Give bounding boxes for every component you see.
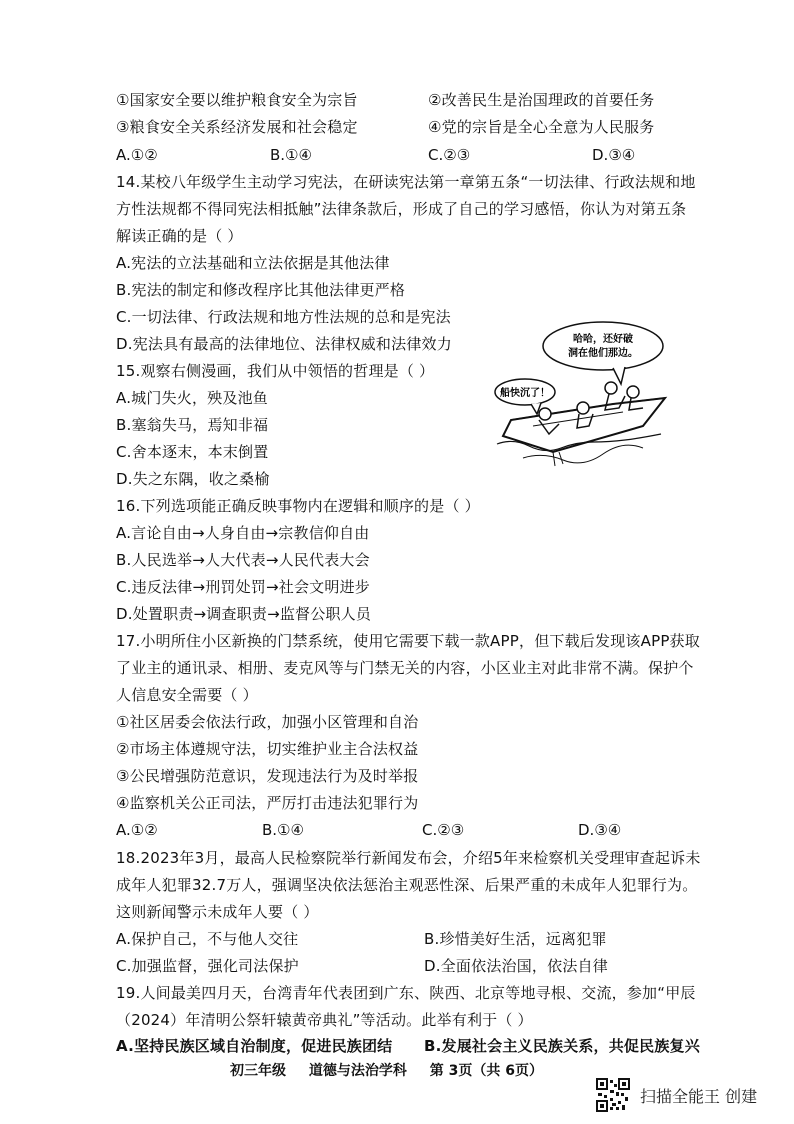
q18-stem-line-2: 成年人犯罪32.7万人，强调坚决依法惩治主观恶性深、后果严重的未成年人犯罪行为。 xyxy=(116,876,698,894)
q17-stem-line-3: 人信息安全需要（ ） xyxy=(116,686,258,704)
q19-stem-line-1: 19.人间最美四月天，台湾青年代表团到广东、陕西、北京等地寻根、交流，参加“甲辰 xyxy=(116,984,696,1002)
q17-option-b: B.①④ xyxy=(262,821,304,839)
q15-stem: 15.观察右侧漫画，我们从中领悟的哲理是（ ） xyxy=(116,362,435,380)
q18-option-d: D.全面依法治国，依法自律 xyxy=(424,957,608,975)
bubble-text-line-1: 哈哈，还好破 xyxy=(573,334,633,345)
q14-option-d: D.宪法具有最高的法律地位、法律权威和法律效力 xyxy=(116,335,452,353)
q14-stem-line-1: 14.某校八年级学生主动学习宪法，在研读宪法第一章第五条“一切法律、行政法规和地 xyxy=(116,173,696,191)
q19-stem-line-2: （2024）年清明公祭轩辕黄帝典礼”等活动。此举有利于（ ） xyxy=(116,1011,533,1029)
qr-code-icon xyxy=(596,1078,630,1112)
q14-option-c: C.一切法律、行政法规和地方性法规的总和是宪法 xyxy=(116,308,451,326)
person-right-head xyxy=(605,382,617,394)
q13-statement-3: ③粮食安全关系经济发展和社会稳定 xyxy=(116,118,358,136)
q19-option-b: B.发展社会主义民族关系，共促民族复兴 xyxy=(424,1037,700,1055)
speech-bubble-right xyxy=(543,322,663,370)
q14-stem-line-2: 方性法规都不得同宪法相抵触”法律条款后，形成了自己的学习感悟，你认为对第五条 xyxy=(116,200,687,218)
q17-option-a: A.①② xyxy=(116,821,158,839)
q17-stem-line-2: 了业主的通讯录、相册、麦克风等与门禁无关的内容，小区业主对此非常不满。保护个 xyxy=(116,659,694,677)
q16-option-d: D.处置职责→调查职责→监督公职人员 xyxy=(116,605,372,623)
footer-grade: 初三年级 xyxy=(230,1063,286,1079)
q16-stem: 16.下列选项能正确反映事物内在逻辑和顺序的是（ ） xyxy=(116,497,480,515)
q14-option-b: B.宪法的制定和修改程序比其他法律更严格 xyxy=(116,281,406,299)
q15-option-c: C.舍本逐末，本末倒置 xyxy=(116,443,269,461)
q15-option-b: B.塞翁失马，焉知非福 xyxy=(116,416,269,434)
sinking-boat-cartoon xyxy=(493,318,671,470)
q16-option-a: A.言论自由→人身自由→宗教信仰自由 xyxy=(116,524,370,542)
q18-stem-line-3: 这则新闻警示未成年人要（ ） xyxy=(116,903,319,921)
person-far-right-head xyxy=(627,386,639,398)
q14-stem-line-3: 解读正确的是（ ） xyxy=(116,227,243,245)
person-middle-head xyxy=(577,402,589,414)
q13-statement-1: ①国家安全要以维护粮食安全为宗旨 xyxy=(116,91,358,109)
footer-page-number: 第 3页（共 6页） xyxy=(429,1063,543,1079)
q18-option-a: A.保护自己，不与他人交往 xyxy=(116,930,299,948)
footer-subject: 道德与法治学科 xyxy=(308,1063,407,1079)
q18-option-b: B.珍惜美好生活，远离犯罪 xyxy=(424,930,607,948)
q17-option-d: D.③④ xyxy=(578,821,622,839)
q17-statement-2: ②市场主体遵规守法，切实维护业主合法权益 xyxy=(116,740,419,758)
q13-option-d: D.③④ xyxy=(592,146,636,164)
q17-statement-3: ③公民增强防范意识，发现违法行为及时举报 xyxy=(116,767,419,785)
q16-option-c: C.违反法律→刑罚处罚→社会文明进步 xyxy=(116,578,370,596)
bubble-text-sinking: 船快沉了！ xyxy=(500,388,550,399)
person-left-head xyxy=(539,408,551,420)
scanner-watermark: 扫描全能王 创建 xyxy=(640,1087,758,1106)
q13-option-a: A.①② xyxy=(116,146,158,164)
bubble-text-line-2: 洞在他们那边。 xyxy=(568,348,638,359)
q15-option-d: D.失之东隅，收之桑榆 xyxy=(116,470,270,488)
q17-statement-4: ④监察机关公正司法，严厉打击违法犯罪行为 xyxy=(116,794,419,812)
page-footer xyxy=(230,1060,561,1080)
q19-option-a: A.坚持民族区域自治制度，促进民族团结 xyxy=(116,1037,393,1055)
q14-option-a: A.宪法的立法基础和立法依据是其他法律 xyxy=(116,254,390,272)
q17-stem-line-1: 17.小明所住小区新换的门禁系统，使用它需要下载一款APP，但下载后发现该APP获取 xyxy=(116,632,700,650)
q13-statement-2: ②改善民生是治国理政的首要任务 xyxy=(428,91,655,109)
q18-option-c: C.加强监督，强化司法保护 xyxy=(116,957,299,975)
q16-option-b: B.人民选举→人大代表→人民代表大会 xyxy=(116,551,370,569)
q17-statement-1: ①社区居委会依法行政，加强小区管理和自治 xyxy=(116,713,419,731)
q15-option-a: A.城门失火，殃及池鱼 xyxy=(116,389,268,407)
q18-stem-line-1: 18.2023年3月，最高人民检察院举行新闻发布会，介绍5年来检察机关受理审查起诉未 xyxy=(116,849,701,867)
q17-option-c: C.②③ xyxy=(422,821,465,839)
q13-option-b: B.①④ xyxy=(270,146,312,164)
q13-statement-4: ④党的宗旨是全心全意为人民服务 xyxy=(428,118,655,136)
q13-option-c: C.②③ xyxy=(428,146,471,164)
